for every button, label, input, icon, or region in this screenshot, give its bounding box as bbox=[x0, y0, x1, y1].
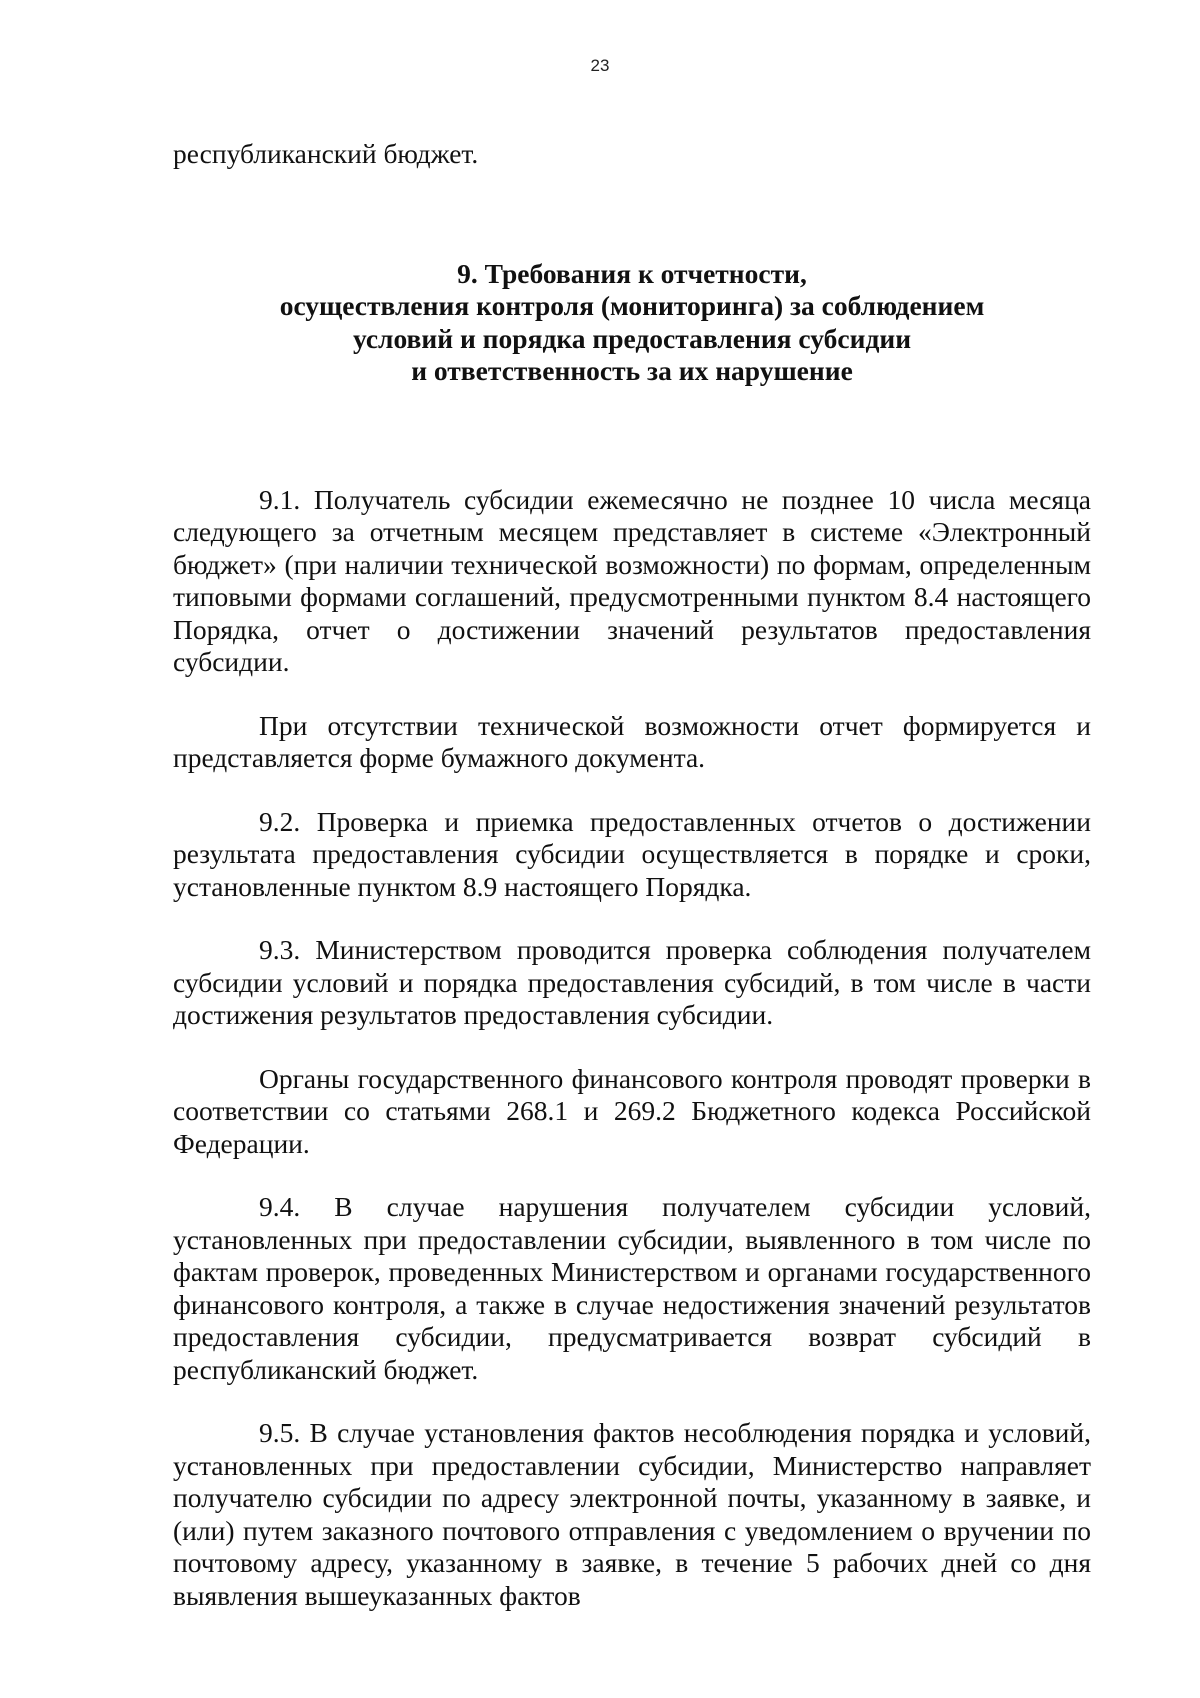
paragraph-9-2: 9.2. Проверка и приемка предоставленных отчетов о достижении результата предоставления субсидии осуществляется в порядке и сроки, установленные пунктом 8.9 настоящего Порядка. bbox=[173, 805, 1091, 902]
section-heading-line: осуществления контроля (мониторинга) за соблюдением bbox=[279, 290, 985, 321]
section-heading-line: условий и порядка предоставления субсидии bbox=[352, 322, 912, 354]
section-heading-line: 9. Требования к отчетности, bbox=[457, 257, 807, 289]
paragraph-9-1-note: При отсутствии технической возможности отчет формируется и представляется форме бумажного документа. bbox=[173, 709, 1091, 773]
section-paragraphs bbox=[173, 484, 1091, 1613]
paragraph-9-5: 9.5. В случае установления фактов несоблюдения порядка и условий, установленных при предоставлении субсидии, Министерство направляет получателю субсидии по адресу электронной почты, указанному в заявке, и (или) путем заказного почтового отправления с уведомлением о вручении по почтовому адресу, указанному в заявке, в течение 5 рабочих дней со дня выявления вышеуказанных фактов bbox=[173, 1417, 1091, 1611]
paragraph-9-4: 9.4. В случае нарушения получателем субсидии условий, установленных при предоставлении субсидии, выявленного в том числе по фактам проверок, проведенных Министерством и органами государственного финансового контроля, а также в случае недостижения значений результатов предоставления субсидии, предусматривается возврат субсидий в республиканский бюджет. bbox=[173, 1191, 1091, 1385]
paragraph-9-3-control: Органы государственного финансового контроля проводят проверки в соответствии со статьями 268.1 и 269.2 Бюджетного кодекса Российской Федерации. bbox=[173, 1062, 1091, 1159]
paragraph-9-1: 9.1. Получатель субсидии ежемесячно не позднее 10 числа месяца следующего за отчетным месяцем представляет в системе «Электронный бюджет» (при наличии технической возможности) по формам, определенным типовыми формами соглашений, предусмотренными пунктом 8.4 настоящего Порядка, отчет о достижении значений результатов предоставления субсидии. bbox=[173, 483, 1091, 677]
section-heading-line: и ответственность за их нарушение bbox=[411, 355, 853, 386]
paragraph-9-3: 9.3. Министерством проводится проверка соблюдения получателем субсидии условий и порядка предоставления субсидий, в том числе в части достижения результатов предоставления субсидии. bbox=[173, 934, 1091, 1030]
section-heading bbox=[173, 258, 1091, 388]
page-number: 23 bbox=[590, 56, 610, 75]
page-body bbox=[173, 138, 1091, 1643]
carryover-text: республиканский бюджет. bbox=[173, 138, 479, 169]
